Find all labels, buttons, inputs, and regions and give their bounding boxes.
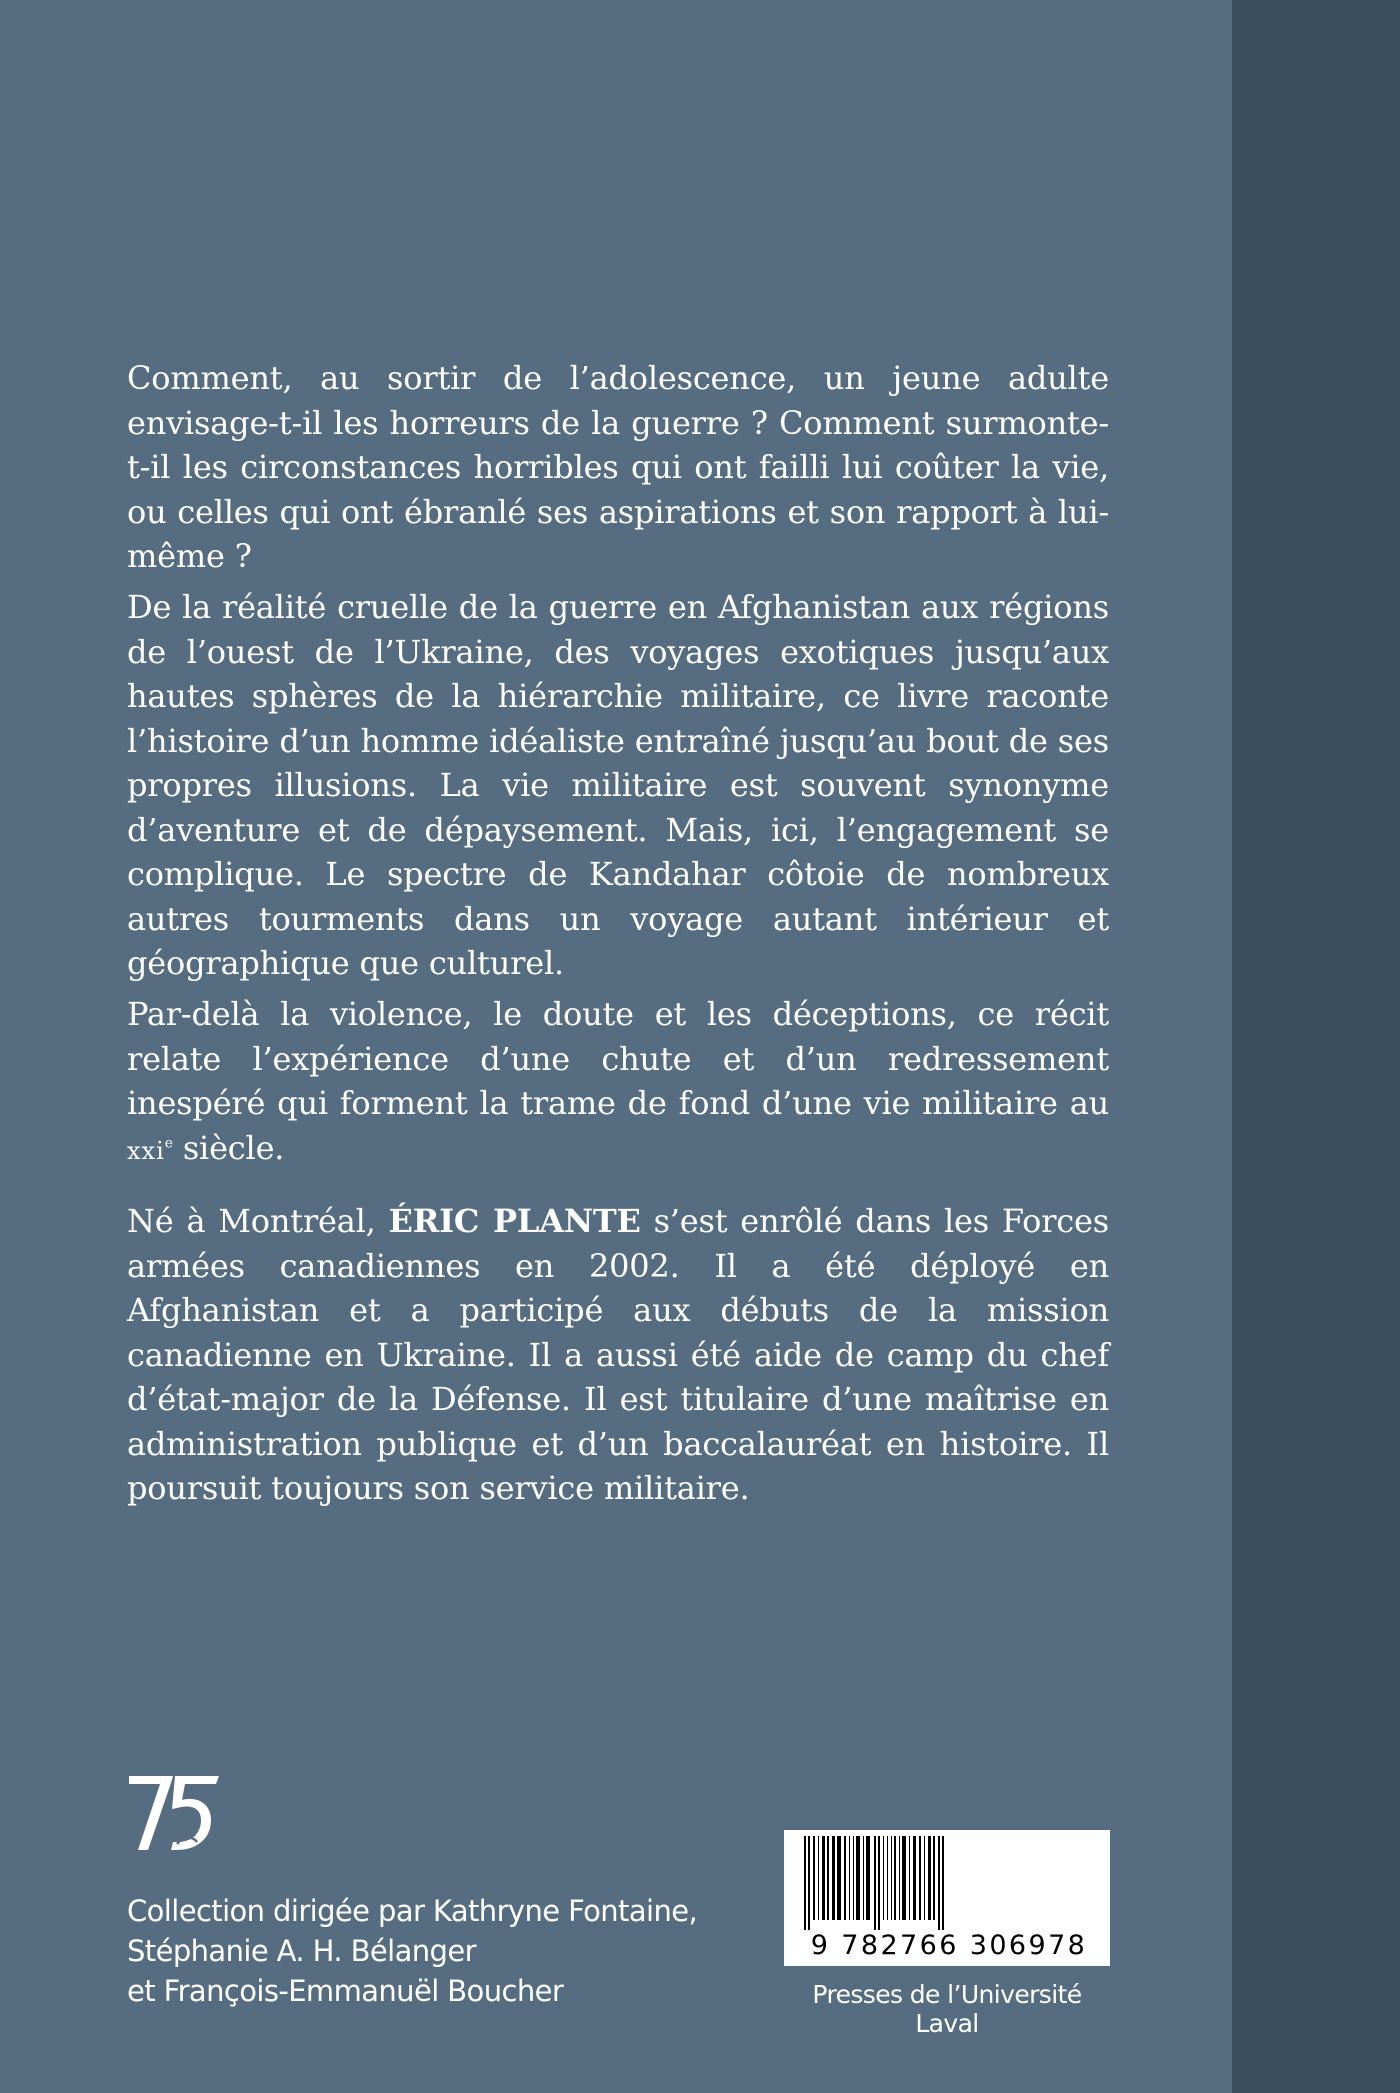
- closing-after: siècle.: [172, 1128, 285, 1167]
- bio-body: s’est enrôlé dans les Forces armées canadiennes en 2002. Il a été déployé en Afghanistan et a participé aux débuts de la mission canadienne en Ukraine. Il a aussi été aide de camp du chef d’état-major de la Défense. Il est titulaire d’une maîtrise en administration publique et d’un baccalauréat en histoire. Il poursuit toujours son service militaire.: [127, 1202, 1109, 1507]
- barcode-bar: [837, 1836, 841, 1920]
- author-bio: [127, 1199, 1109, 1511]
- spine-strip: [1232, 0, 1400, 2093]
- barcode-bar: [942, 1836, 944, 1930]
- century-superscript: e: [164, 1134, 173, 1151]
- collection-credits: [127, 1891, 698, 2011]
- barcode-bar: [856, 1836, 860, 1920]
- isbn-digits: 9 782766 306978: [810, 1929, 1088, 1961]
- author-bio-text: [127, 1199, 1109, 1511]
- closing-before: Par-delà la violence, le doute et les déceptions, ce récit relate l’expérience d’une chute et d’un redressement inespéré qui forment la trame de fond d’une vie militaire au: [127, 995, 1109, 1122]
- blurb-intro: [127, 356, 1109, 579]
- blurb-closing: [127, 992, 1109, 1173]
- barcode-bar: [874, 1836, 876, 1930]
- barcode-bar: [844, 1836, 846, 1920]
- bio-prefix: Né à Montréal,: [127, 1202, 389, 1240]
- barcode-bar: [853, 1836, 854, 1920]
- barcode-bar: [899, 1836, 900, 1920]
- barcode-bar: [822, 1836, 825, 1920]
- barcode-bar: [919, 1836, 921, 1920]
- author-name: ÉRIC PLANTE: [388, 1202, 641, 1240]
- barcode-bar: [887, 1836, 888, 1920]
- barcode-bar: [804, 1836, 806, 1930]
- credits-line-3: et François-Emmanuël Boucher: [127, 1974, 564, 2008]
- barcode-bar: [891, 1836, 892, 1920]
- barcode-bar: [902, 1836, 906, 1920]
- barcode-bar: [863, 1836, 864, 1920]
- credits-line-2: Stéphanie A. H. Bélanger: [127, 1934, 476, 1968]
- blurb-closing-text: [127, 992, 1109, 1173]
- barcode-bar: [849, 1836, 850, 1920]
- barcode-bar: [913, 1836, 916, 1920]
- barcode-bar: [883, 1836, 884, 1920]
- barcode-bar: [866, 1836, 870, 1920]
- barcode-bar: [924, 1836, 925, 1920]
- credits-line-1: Collection dirigée par Kathryne Fontaine,: [127, 1894, 698, 1928]
- blurb-intro-text: Comment, au sortir de l’adolescence, un jeune adulte envisage-t-il les horreurs de la guerre ? Comment surmonte-t-il les circonstances horribles qui ont failli lui coûter la vie, ou celles qui ont ébranlé ses aspirations et son rapport à lui-même ?: [127, 359, 1109, 575]
- blurb-summary: [127, 585, 1109, 986]
- anniversary-75-logo: [125, 1770, 221, 1856]
- barcode-bar: [933, 1836, 935, 1920]
- barcode-bar: [808, 1836, 810, 1930]
- barcode-bar: [928, 1836, 931, 1920]
- barcode-bar: [894, 1836, 896, 1920]
- barcode-bar: [818, 1836, 819, 1920]
- barcode-bars: [784, 1830, 1110, 1930]
- barcode-bar: [813, 1836, 815, 1920]
- blurb-summary-text: De la réalité cruelle de la guerre en Afghanistan aux régions de l’ouest de l’Ukraine, des voyages exotiques jusqu’aux hautes sphères de la hiérarchie militaire, ce livre raconte l’histoire d’un homme idéaliste entraîné jusqu’au bout de ses propres illusions. La vie militaire est souvent synonyme d’aventure et de dépaysement. Mais, ici, l’engagement se complique. Le spectre de Kandahar côtoie de nombreux autres tourments dans un voyage autant intérieur et géographique que culturel.: [127, 588, 1109, 982]
- barcode-bar: [938, 1836, 940, 1930]
- century-numeral: xxi: [127, 1136, 165, 1165]
- barcode-bar: [909, 1836, 910, 1920]
- barcode-bar: [832, 1836, 835, 1920]
- barcode-bar: [827, 1836, 829, 1920]
- publisher-name: Presses de l’Université Laval: [812, 1980, 1082, 2038]
- barcode-bar: [878, 1836, 880, 1930]
